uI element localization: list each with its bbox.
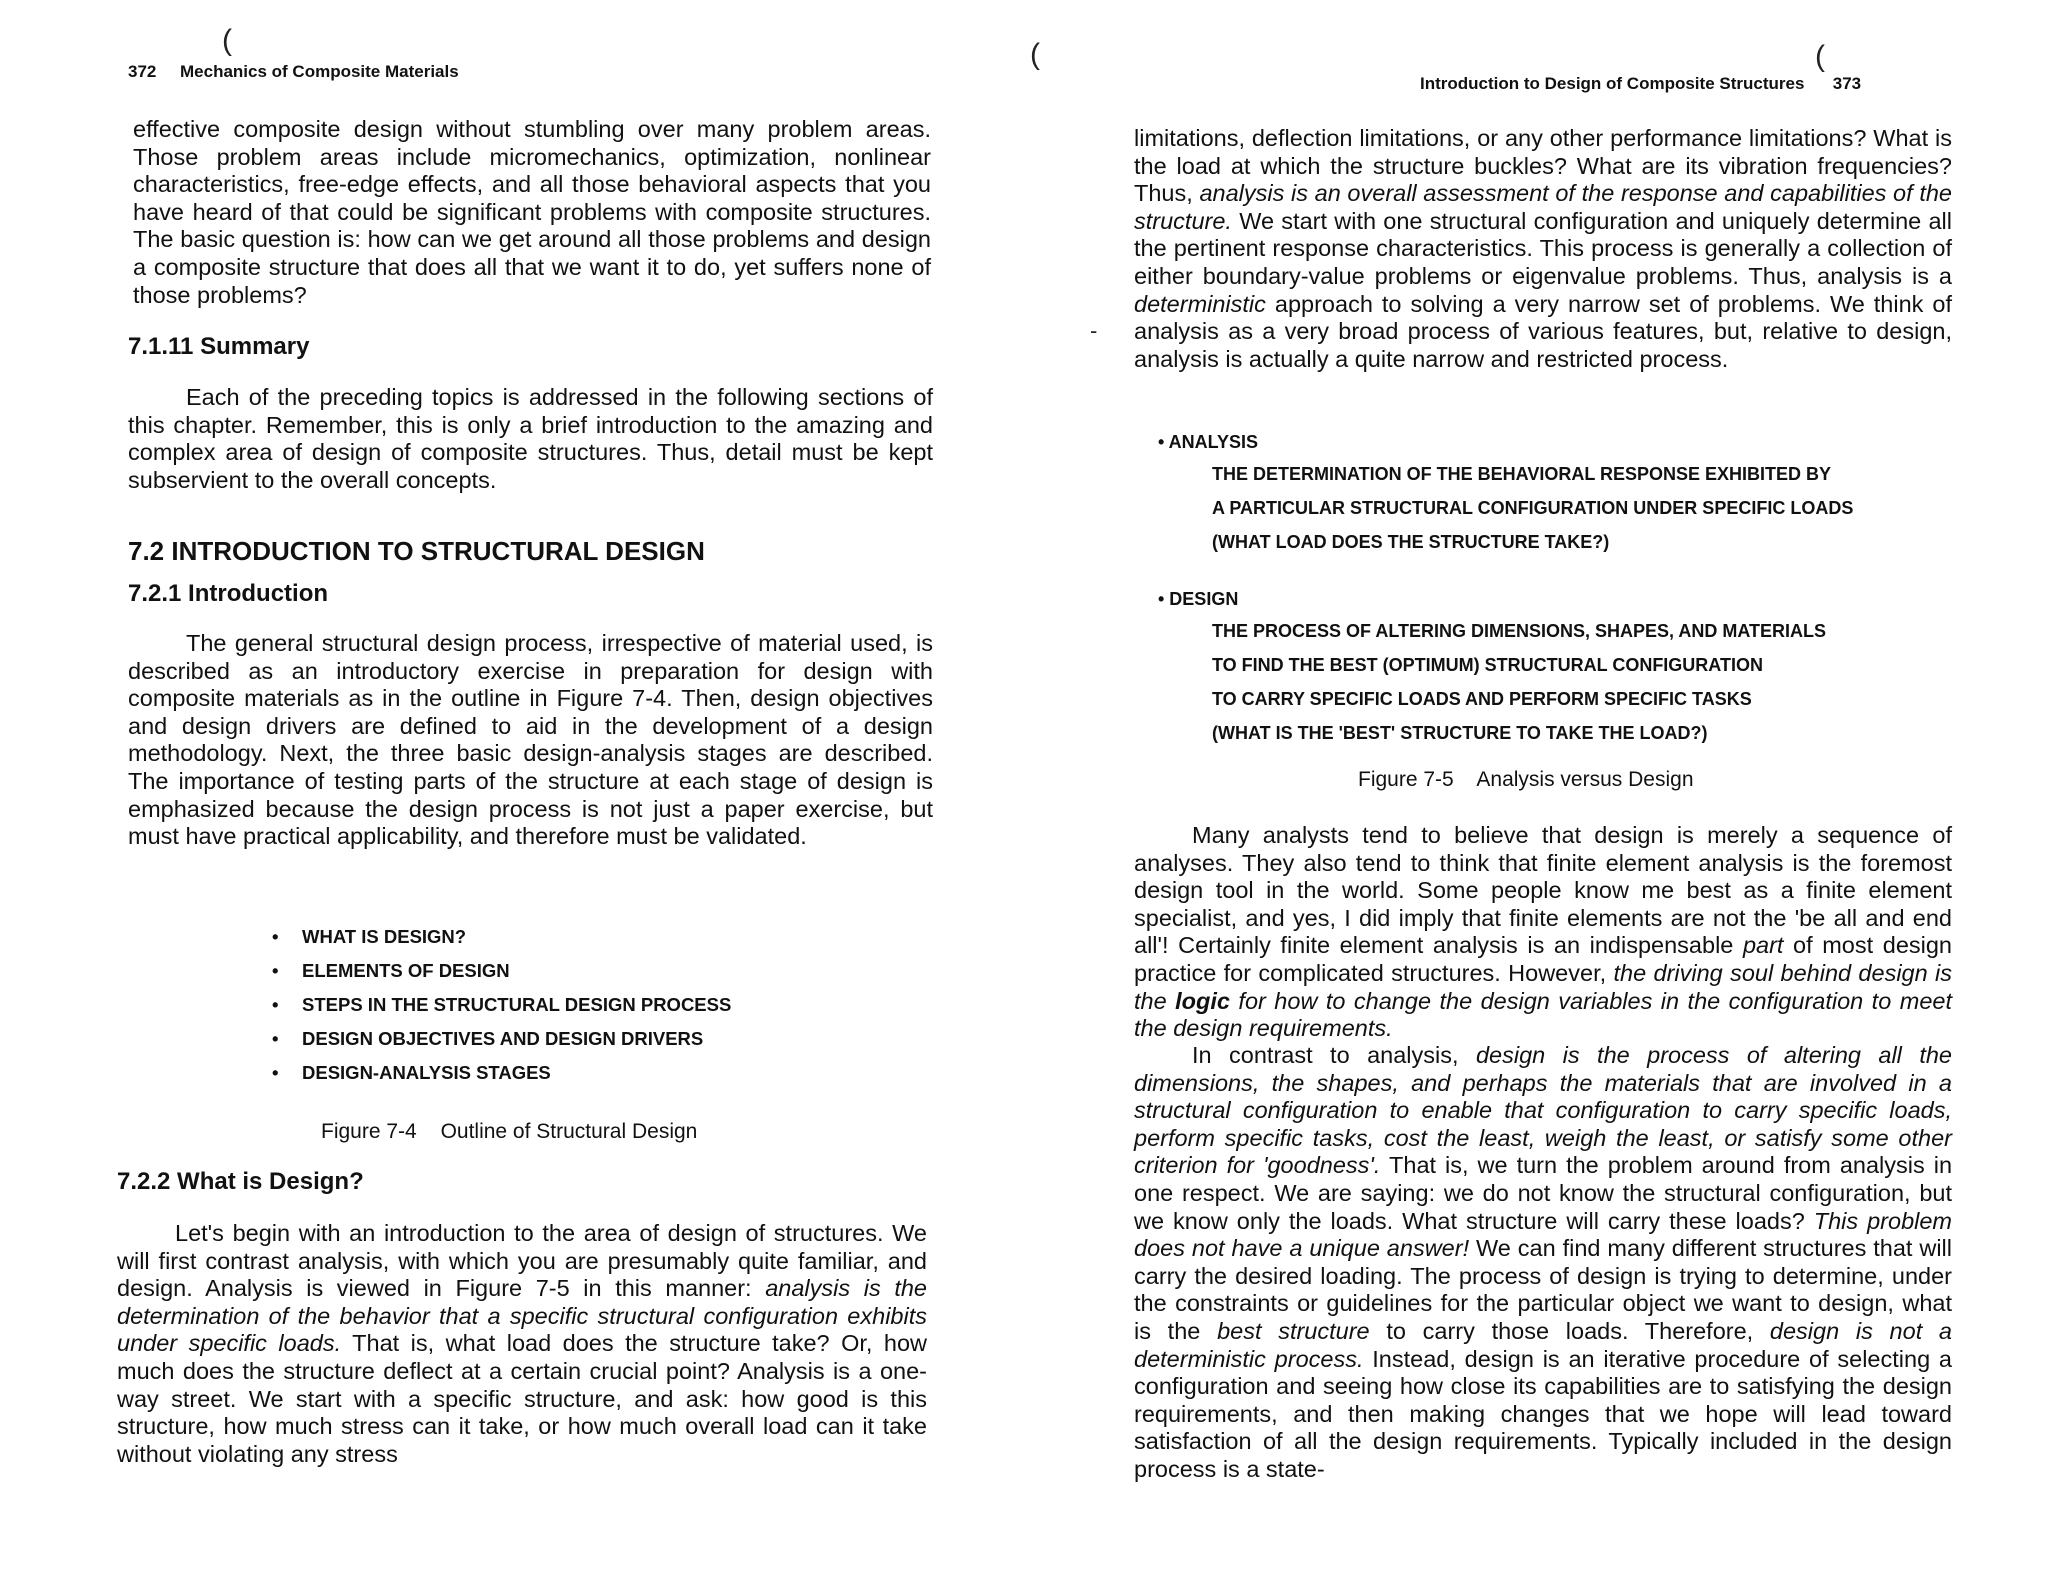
paragraph-summary: [128, 384, 933, 494]
paragraph-introduction: [128, 630, 933, 851]
heading-what-is-design: 7.2.2 What is Design?: [117, 1168, 364, 1195]
caption-text: Outline of Structural Design: [440, 1120, 698, 1143]
figure-7-5-design: [1158, 584, 1826, 750]
scan-mark-paren: (: [1815, 40, 1825, 73]
heading-section-7-2: 7.2 INTRODUCTION TO STRUCTURAL DESIGN: [128, 536, 705, 566]
page-header-right: [1420, 74, 1861, 94]
paragraph-analysts: Many analysts tend to believe that design is merely a sequence of analyses. They also tend to think that finite element analysis is the foremost design tool in the world. Some people know me best as a finite element specialist, and yes, I did imply that finite elements are not the 'be all and end all'! Certainly finite element analysis is an indispensable part of most design practice for complicated structures. However, the driving soul behind design is the logic for how to change the design variables in the configuration to meet the design requirements.: [1134, 822, 1952, 1042]
design-label: • DESIGN: [1158, 589, 1239, 609]
analysis-definition: THE DETERMINATION OF THE BEHAVIORAL RESPONSE EXHIBITED BY A PARTICULAR STRUCTURAL CONFIGURATION UNDER SPECIFIC LOADS (WHAT LOAD DOES THE STRUCTURE TAKE?): [1212, 464, 1854, 552]
figure-7-5: [1158, 427, 1853, 559]
scan-mark-paren: (: [222, 24, 232, 57]
paragraph-what-is-design: Let's begin with an introduction to the area of design of structures. We will first contrast analysis, with which you are presumably quite familiar, and design. Analysis is viewed in Figure 7-5 in this manner: analysis is the determination of the behavior that a specific structural configuration exhibits under specific loads. That is, what load does the structure take? Or, how much does the structure deflect at a certain crucial point? Analysis is a one-way street. We start with a specific structure, and ask: how good is this structure, how much stress can it take, or how much overall load can it take without violating any stress: [117, 1220, 927, 1467]
paragraph-intro-continuation: [133, 116, 931, 309]
page-number: 373: [1832, 74, 1862, 93]
outline-item: • WHAT IS DESIGN?: [272, 926, 467, 947]
left-page: [0, 0, 1020, 1582]
caption-number: Figure 7-5: [1358, 768, 1454, 791]
design-definition: THE PROCESS OF ALTERING DIMENSIONS, SHAPES, AND MATERIALS TO FIND THE BEST (OPTIMUM) STRUCTURAL CONFIGURATION TO CARRY SPECIFIC LOADS AND PERFORM SPECIFIC TASKS (WHAT IS THE 'BEST' STRUCTURE TO TAKE THE LOAD?): [1212, 621, 1827, 743]
running-head: Introduction to Design of Composite Structures: [1420, 74, 1805, 93]
paragraph-contrast: In contrast to analysis, design is the process of altering all the dimensions, the shapes, and perhaps the materials that are involved in a structural configuration to enable that configuration to carry specific loads, perform specific tasks, cost the least, weigh the least, or satisfy some other criterion for 'goodness'. That is, we turn the problem around from analysis in one respect. We are saying: we do not know the structural configuration, but we know only the loads. What structure will carry these loads? This problem does not have a unique answer! We can find many different structures that will carry the desired loading. The process of design is trying to determine, under the constraints or guidelines for the particular object we want to design, what is the best structure to carry those loads. Therefore, design is not a deterministic process. Instead, design is an iterative procedure of selecting a configuration and seeing how close its capabilities are to satisfying the design requirements, and then making changes that we hope will lead toward satisfaction of all the design requirements. Typically included in the design process is a state-: [1134, 1042, 1953, 1482]
figure-7-4-caption: [321, 1120, 697, 1144]
heading-summary: 7.1.11 Summary: [128, 333, 310, 360]
figure-7-4-outline: [272, 920, 731, 1090]
paragraph-text: Each of the preceding topics is addressed in the following sections of this chapter. Remember, this is only a brief introduction to the amazing and complex area of design of composite structures. Thus, detail must be kept subservient to the overall concepts.: [128, 384, 933, 493]
right-page: [1020, 0, 2048, 1582]
analysis-label: • ANALYSIS: [1158, 432, 1258, 452]
scan-mark-paren: (: [1030, 38, 1040, 71]
outline-item: • DESIGN OBJECTIVES AND DESIGN DRIVERS: [272, 1028, 704, 1049]
heading-introduction: 7.2.1 Introduction: [128, 580, 329, 607]
paragraph-text: effective composite design without stumbling over many problem areas. Those problem areas include micromechanics, optimization, nonlinear characteristics, free-edge effects, and all those behavioral aspects that you have heard of that could be significant problems with composite structures. The basic question is: how can we get around all those problems and design a composite structure that does all that we want it to do, yet suffers none of those problems?: [133, 116, 931, 308]
figure-7-5-caption: [1358, 768, 1694, 792]
outline-item: • ELEMENTS OF DESIGN: [272, 960, 510, 981]
paragraph-text: The general structural design process, irrespective of material used, is described as an introductory exercise in preparation for design with composite materials as in the outline in Figure 7-4. Then, design objectives and design drivers are defined to aid in the development of a design methodology. Next, the three basic design-analysis stages are described. The importance of testing parts of the structure at each stage of design is emphasized because the design process is not just a paper exercise, but must have practical applicability, and therefore must be validated.: [128, 630, 933, 850]
outline-item: • STEPS IN THE STRUCTURAL DESIGN PROCESS: [272, 994, 732, 1015]
page-header-left: [128, 62, 459, 82]
caption-text: Analysis versus Design: [1476, 768, 1694, 791]
paragraph-analysis-continuation: limitations, deflection limitations, or any other performance limitations? What is the load at which the structure buckles? What are its vibration frequencies? Thus, analysis is an overall assessment of the response and capabilities of the structure. We start with one structural configuration and uniquely determine all the pertinent response characteristics. This process is generally a collection of either boundary-value problems or eigenvalue problems. Thus, analysis is a deterministic approach to solving a very narrow set of problems. We think of analysis as a very broad process of various features, but, relative to design, analysis is actually a quite narrow and restricted process.: [1134, 125, 1952, 372]
caption-number: Figure 7-4: [321, 1120, 417, 1143]
running-head: Mechanics of Composite Materials: [180, 62, 459, 81]
page-number: 372: [128, 62, 157, 81]
outline-item: • DESIGN-ANALYSIS STAGES: [272, 1062, 551, 1083]
scan-mark-dash: -: [1090, 318, 1098, 343]
